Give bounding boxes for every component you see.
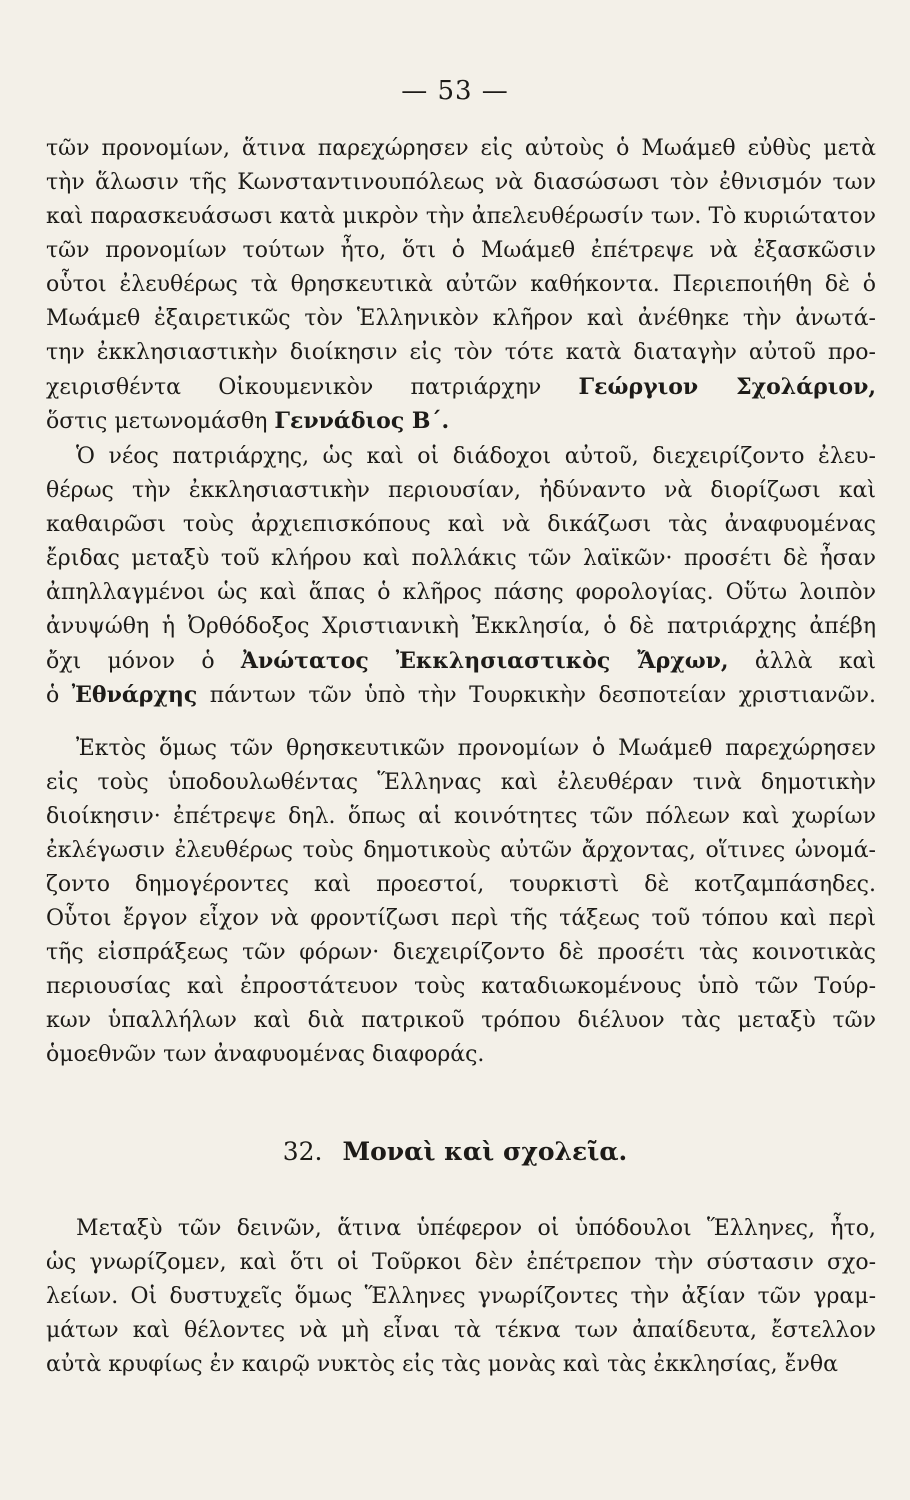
- text-line: τῆς εἰσπράξεως τῶν φόρων· διεχειρίζοντο δὲ προσέτι τὰς κοινοτικὰς: [46, 940, 876, 965]
- emphasized-phrase: Γεώργιον Σχολάριον,: [578, 374, 876, 400]
- text-line: καθαιρῶσι τοὺς ἀρχιεπισκόπους καὶ νὰ δικάζωσι τὰς ἀναφυομένας: [46, 512, 876, 537]
- text-line: τὴν ἅλωσιν τῆς Κωνσταντινουπόλεως νὰ διασώσωσι τὸν ἐθνισμόν των: [46, 170, 876, 195]
- section-number: 32.: [282, 1137, 323, 1166]
- text-line: αὐτὰ κρυφίως ἐν καιρῷ νυκτὸς εἰς τὰς μονὰς καὶ τὰς ἐκκλησίας, ἔνθα: [46, 1352, 838, 1377]
- text-line: ὄχι μόνον ὁ Ἀνώτατος Ἐκκλησιαστικὸς Ἄρχων, ἀλλὰ καὶ: [46, 648, 876, 674]
- page-number: — 53 —: [401, 76, 509, 106]
- text-line: μάτων καὶ θέλοντες νὰ μὴ εἶναι τὰ τέκνα των ἀπαίδευτα, ἔστελλον: [46, 1318, 876, 1343]
- text-line: οὗτοι ἐλευθέρως τὰ θρησκευτικὰ αὐτῶν καθήκοντα. Περιεποιήθη δὲ ὁ: [46, 272, 876, 297]
- text-line: θέρως τὴν ἐκκλησιαστικὴν περιουσίαν, ἠδύναντο νὰ διορίζωσι καὶ: [46, 478, 876, 503]
- text-line: Ἐκτὸς ὅμως τῶν θρησκευτικῶν προνομίων ὁ Μωάμεθ παρεχώρησεν: [76, 736, 876, 761]
- text-line: ὅστις μετωνομάσθη Γεννάδιος Β΄.: [46, 408, 450, 434]
- section-heading: [0, 1137, 910, 1166]
- text-line: διοίκησιν· ἐπέτρεψε δηλ. ὅπως αἱ κοινότητες τῶν πόλεων καὶ χωρίων: [46, 804, 876, 829]
- paragraph-3: [46, 732, 876, 1072]
- text-line: χειρισθέντα Οἰκουμενικὸν πατριάρχην Γεώργιον Σχολάριον,: [46, 374, 876, 400]
- text-line: κων ὑπαλλήλων καὶ διὰ πατρικοῦ τρόπου διέλυον τὰς μεταξὺ τῶν: [46, 1008, 876, 1033]
- paragraph-1: [46, 132, 876, 438]
- emphasized-phrase: Ἀνώτατος Ἐκκλησιαστικὸς Ἄρχων,: [240, 648, 729, 674]
- text-line: ὡς γνωρίζομεν, καὶ ὅτι οἱ Τοῦρκοι δὲν ἐπέτρεπον τὴν σύστασιν σχο-: [46, 1250, 876, 1275]
- text-line: ὁ Ἐθνάρχης πάντων τῶν ὑπὸ τὴν Τουρκικὴν δεσποτείαν χριστιανῶν.: [46, 682, 876, 708]
- text-line: ἀνυψώθη ἡ Ὀρθόδοξος Χριστιανικὴ Ἐκκλησία, ὁ δὲ πατριάρχης ἀπέβη: [46, 614, 876, 639]
- text-line: Μωάμεθ ἐξαιρετικῶς τὸν Ἑλληνικὸν κλῆρον καὶ ἀνέθηκε τὴν ἀνωτά-: [46, 306, 876, 331]
- text-line: λείων. Οἱ δυστυχεῖς ὅμως Ἕλληνες γνωρίζοντες τὴν ἀξίαν τῶν γραμ-: [46, 1284, 876, 1309]
- paragraph-4: [46, 1212, 876, 1382]
- section-title: Μοναὶ καὶ σχολεῖα.: [342, 1137, 628, 1166]
- text-line: Ὁ νέος πατριάρχης, ὡς καὶ οἱ διάδοχοι αὐτοῦ, διεχειρίζοντο ἐλευ-: [76, 444, 876, 469]
- text-line: τῶν προνομίων τούτων ἦτο, ὅτι ὁ Μωάμεθ ἐπέτρεψε νὰ ἐξασκῶσιν: [46, 238, 876, 263]
- text-line: τῶν προνομίων, ἅτινα παρεχώρησεν εἰς αὐτοὺς ὁ Μωάμεθ εὐθὺς μετὰ: [46, 136, 876, 161]
- text-line: ὁμοεθνῶν των ἀναφυομένας διαφοράς.: [46, 1042, 485, 1067]
- text-line: περιουσίας καὶ ἐπροστάτευον τοὺς καταδιωκομένους ὑπὸ τῶν Τούρ-: [46, 974, 876, 999]
- text-line: εἰς τοὺς ὑποδουλωθέντας Ἕλληνας καὶ ἐλευθέραν τινὰ δημοτικὴν: [46, 770, 876, 795]
- text-line: Οὗτοι ἔργον εἶχον νὰ φροντίζωσι περὶ τῆς τάξεως τοῦ τόπου καὶ περὶ: [46, 906, 876, 931]
- text-line: την ἐκκλησιαστικὴν διοίκησιν εἰς τὸν τότε κατὰ διαταγὴν αὐτοῦ προ-: [46, 340, 876, 365]
- text-line: ἔριδας μεταξὺ τοῦ κλήρου καὶ πολλάκις τῶν λαϊκῶν· προσέτι δὲ ἦσαν: [46, 546, 876, 571]
- emphasized-phrase: Ἐθνάρχης: [71, 682, 198, 708]
- emphasized-phrase: Γεννάδιος Β΄.: [274, 408, 450, 434]
- paragraph-2: [46, 440, 876, 712]
- text-line: Μεταξὺ τῶν δεινῶν, ἅτινα ὑπέφερον οἱ ὑπόδουλοι Ἕλληνες, ἦτο,: [76, 1216, 876, 1241]
- text-line: ἐκλέγωσιν ἐλευθέρως τοὺς δημοτικοὺς αὐτῶν ἄρχοντας, οἵτινες ὠνομά-: [46, 838, 876, 863]
- text-line: ζοντο δημογέροντες καὶ προεστοί, τουρκιστὶ δὲ κοτζαμπάσηδες.: [46, 872, 876, 897]
- text-line: καὶ παρασκευάσωσι κατὰ μικρὸν τὴν ἀπελευθέρωσίν των. Τὸ κυριώτατον: [46, 204, 876, 229]
- text-line: ἀπηλλαγμένοι ὡς καὶ ἅπας ὁ κλῆρος πάσης φορολογίας. Οὕτω λοιπὸν: [46, 580, 876, 605]
